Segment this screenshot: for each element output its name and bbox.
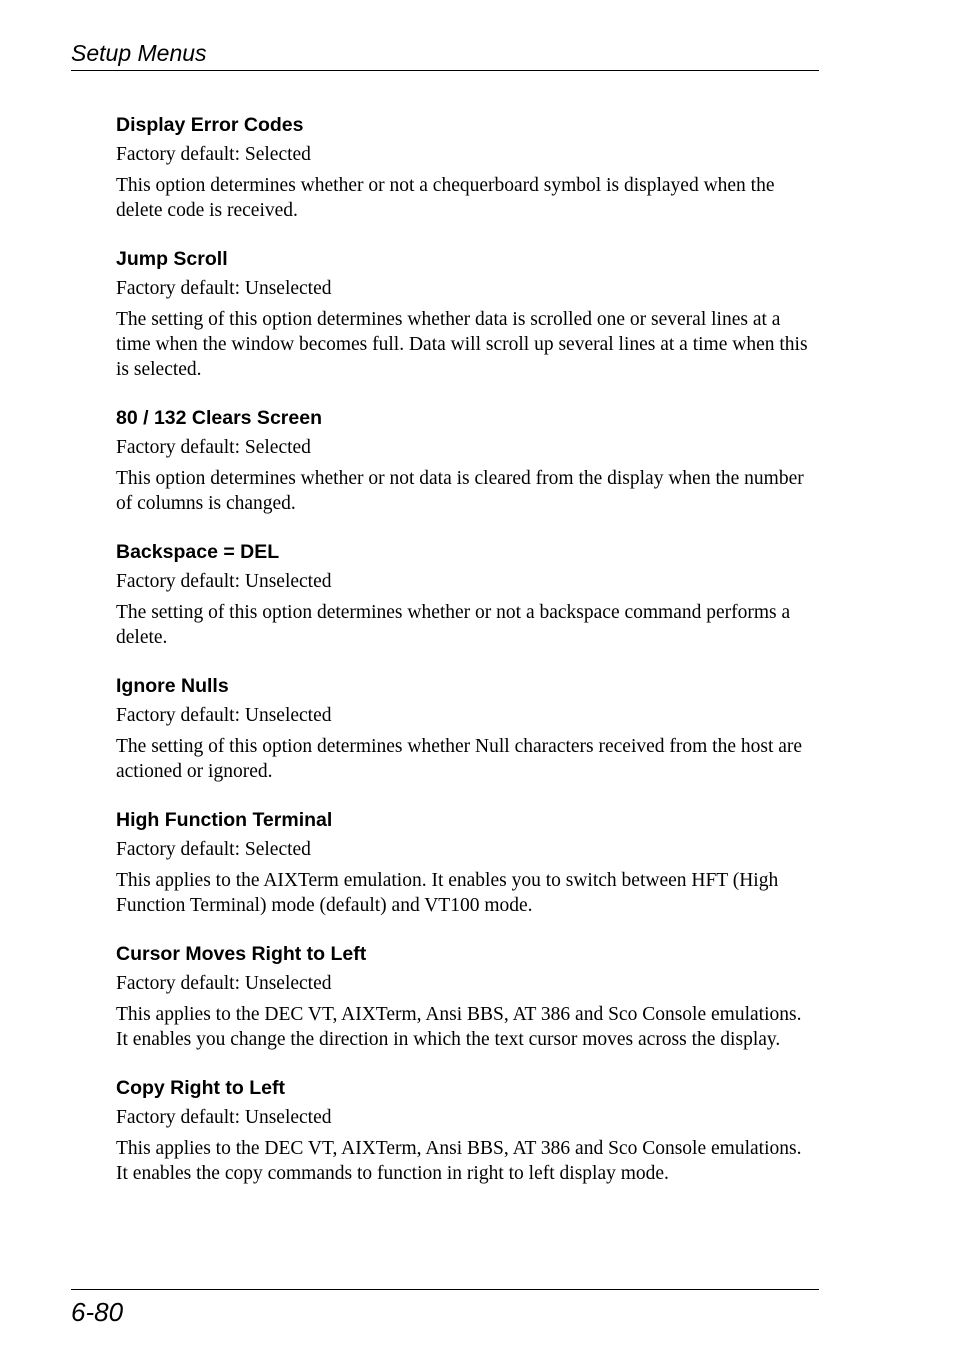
- factory-default: Factory default: Selected: [116, 839, 311, 860]
- section-cursor-moves-right-to-left: [116, 940, 818, 1052]
- section-high-function-terminal: [116, 806, 818, 918]
- section-ignore-nulls: [116, 672, 818, 784]
- section-title: Cursor Moves Right to Left: [116, 943, 367, 965]
- factory-default: Factory default: Unselected: [116, 278, 332, 299]
- section-description: This applies to the DEC VT, AIXTerm, Ansi BBS, AT 386 and Sco Console emulations. It enables the copy commands to function in right to left display mode.: [116, 1138, 802, 1184]
- section-title: 80 / 132 Clears Screen: [116, 407, 322, 429]
- footer-divider: [71, 1289, 819, 1290]
- section-copy-right-to-left: [116, 1074, 818, 1186]
- section-title: Ignore Nulls: [116, 675, 229, 697]
- section-backspace-del: [116, 538, 818, 650]
- header-divider: [71, 70, 819, 71]
- factory-default: Factory default: Selected: [116, 437, 311, 458]
- section-title: Backspace = DEL: [116, 541, 280, 563]
- section-80-132-clears-screen: [116, 404, 818, 516]
- factory-default: Factory default: Selected: [116, 144, 311, 165]
- section-title: Display Error Codes: [116, 114, 304, 136]
- section-description: This applies to the AIXTerm emulation. It enables you to switch between HFT (High Function Terminal) mode (default) and VT100 mode.: [116, 870, 779, 916]
- section-title: High Function Terminal: [116, 809, 333, 831]
- factory-default: Factory default: Unselected: [116, 705, 332, 726]
- section-description: The setting of this option determines whether or not a backspace command performs a delete.: [116, 602, 791, 648]
- factory-default: Factory default: Unselected: [116, 571, 332, 592]
- section-title: Copy Right to Left: [116, 1077, 285, 1099]
- section-title: Jump Scroll: [116, 248, 228, 270]
- running-header: Setup Menus: [71, 40, 207, 66]
- page-content: [116, 111, 818, 1208]
- section-jump-scroll: [116, 245, 818, 382]
- section-description: The setting of this option determines whether data is scrolled one or several lines at a time when the window becomes full. Data will scroll up several lines at a time when this is selected.: [116, 309, 808, 380]
- section-description: This option determines whether or not data is cleared from the display when the number of columns is changed.: [116, 468, 804, 514]
- section-description: This option determines whether or not a chequerboard symbol is displayed when the delete code is received.: [116, 175, 775, 221]
- factory-default: Factory default: Unselected: [116, 973, 332, 994]
- page-number: 6-80: [71, 1297, 124, 1327]
- factory-default: Factory default: Unselected: [116, 1107, 332, 1128]
- section-display-error-codes: [116, 111, 818, 223]
- section-description: The setting of this option determines whether Null characters received from the host are actioned or ignored.: [116, 736, 803, 782]
- section-description: This applies to the DEC VT, AIXTerm, Ansi BBS, AT 386 and Sco Console emulations. It enables you change the direction in which the text cursor moves across the display.: [116, 1004, 802, 1050]
